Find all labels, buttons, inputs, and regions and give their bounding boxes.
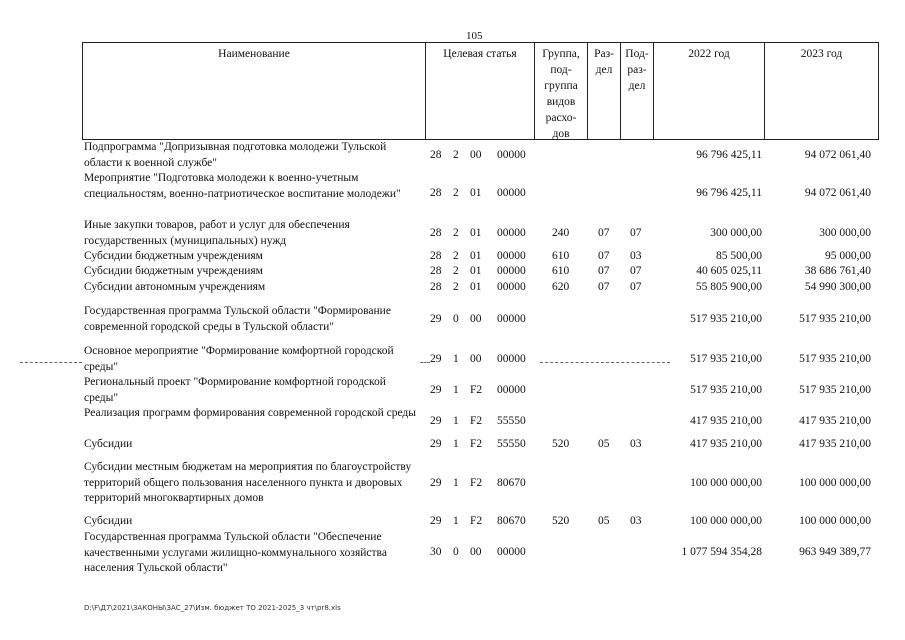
cell-c3: F2 xyxy=(470,477,483,489)
file-path-footer: D:\F\Д7\2021\ЗАКОНЫ\ЗАС_27\Изм. бюджет ТО 2021-2025_3 чт\pr8.xls xyxy=(84,604,341,612)
row-name: Субсидии бюджетным учреждениям xyxy=(84,250,263,262)
cell-c4: 00000 xyxy=(497,313,526,325)
header-name: Наименование xyxy=(82,43,425,139)
row-name: Государственная программа Тульской области "Обеспечение качественными услугами жилищно-коммунального хозяйства населения Тульской области" xyxy=(84,531,387,574)
cell-c4: 80670 xyxy=(497,477,526,489)
cell-podr: 07 xyxy=(630,265,642,277)
cell-c4: 55550 xyxy=(497,438,526,450)
cell-y22: 517 935 210,00 xyxy=(690,313,762,325)
cell-razd: 07 xyxy=(598,281,610,293)
cell-c2: 1 xyxy=(453,515,459,527)
cell-c4: 00000 xyxy=(497,265,526,277)
cell-c1: 28 xyxy=(430,149,442,161)
header-razdel: Раз- дел xyxy=(587,43,620,139)
cell-grp: 610 xyxy=(552,250,570,262)
cell-grp: 240 xyxy=(552,227,570,239)
header-2023: 2023 год xyxy=(764,43,879,139)
cell-c3: F2 xyxy=(470,515,483,527)
cell-grp: 610 xyxy=(552,265,570,277)
cell-c4: 00000 xyxy=(497,384,526,396)
cell-c1: 29 xyxy=(430,515,442,527)
cell-razd: 07 xyxy=(598,265,610,277)
cell-c3: 00 xyxy=(470,546,482,558)
cell-y22: 100 000 000,00 xyxy=(690,515,762,527)
cell-razd: 07 xyxy=(598,250,610,262)
cell-c2: 1 xyxy=(453,477,459,489)
cell-y22: 417 935 210,00 xyxy=(690,415,762,427)
cell-c3: F2 xyxy=(470,438,483,450)
cell-c2: 2 xyxy=(453,227,459,239)
cell-y23: 100 000 000,00 xyxy=(799,477,871,489)
cell-y23: 417 935 210,00 xyxy=(799,415,871,427)
cell-c3: 01 xyxy=(470,227,482,239)
cell-y22: 1 077 594 354,28 xyxy=(681,546,762,558)
row-name: Реализация программ формирования современной городской среды xyxy=(84,407,417,419)
cell-y23: 517 935 210,00 xyxy=(799,313,871,325)
row-name: Иные закупки товаров, работ и услуг для обеспечения государственных (муниципальных) нужд xyxy=(84,219,350,247)
row-name: Субсидии местным бюджетам на мероприятия по благоустройству территорий общего пользования населенного пункта и дворовых территорий многоквартирных домов xyxy=(84,461,412,504)
cell-y23: 963 949 389,77 xyxy=(799,546,871,558)
cell-grp: 520 xyxy=(552,515,570,527)
cell-c2: 2 xyxy=(453,265,459,277)
cell-c1: 29 xyxy=(430,477,442,489)
cell-c4: 00000 xyxy=(497,281,526,293)
cell-y22: 517 935 210,00 xyxy=(690,353,762,365)
cell-c4: 00000 xyxy=(497,546,526,558)
cell-y22: 96 796 425,11 xyxy=(696,149,762,161)
row-name: Подпрограмма "Допризывная подготовка молодежи Тульской области к военной службе" xyxy=(84,141,387,169)
cell-grp: 620 xyxy=(552,281,570,293)
cell-podr: 07 xyxy=(630,281,642,293)
cell-c3: 01 xyxy=(470,250,482,262)
cell-y22: 85 500,00 xyxy=(716,250,762,262)
cell-c4: 80670 xyxy=(497,515,526,527)
cell-c1: 30 xyxy=(430,546,442,558)
cell-c1: 29 xyxy=(430,415,442,427)
scan-dash-mid xyxy=(420,362,430,363)
cell-c4: 00000 xyxy=(497,149,526,161)
cell-c3: 00 xyxy=(470,149,482,161)
scan-dash-left xyxy=(20,362,82,363)
cell-y22: 100 000 000,00 xyxy=(690,477,762,489)
cell-c1: 28 xyxy=(430,281,442,293)
cell-c4: 00000 xyxy=(497,353,526,365)
cell-y23: 517 935 210,00 xyxy=(799,353,871,365)
cell-y23: 300 000,00 xyxy=(819,227,871,239)
cell-c2: 2 xyxy=(453,250,459,262)
cell-c1: 29 xyxy=(430,313,442,325)
row-name: Субсидии xyxy=(84,515,133,527)
cell-c2: 2 xyxy=(453,187,459,199)
cell-c3: F2 xyxy=(470,384,483,396)
cell-c4: 00000 xyxy=(497,187,526,199)
cell-y22: 300 000,00 xyxy=(710,227,762,239)
header-group: Группа, под- группа видов расхо- дов xyxy=(534,43,587,139)
row-name: Региональный проект "Формирование комфортной городской среды" xyxy=(84,376,386,404)
cell-y22: 417 935 210,00 xyxy=(690,438,762,450)
cell-razd: 07 xyxy=(598,227,610,239)
row-name: Основное мероприятие "Формирование комфортной городской среды" xyxy=(84,345,394,373)
cell-y22: 517 935 210,00 xyxy=(690,384,762,396)
cell-c2: 0 xyxy=(453,546,459,558)
cell-y22: 96 796 425,11 xyxy=(696,187,762,199)
cell-y23: 417 935 210,00 xyxy=(799,438,871,450)
cell-y22: 40 605 025,11 xyxy=(696,265,762,277)
row-name: Субсидии xyxy=(84,438,133,450)
cell-c1: 29 xyxy=(430,438,442,450)
row-name: Государственная программа Тульской области "Формирование современной городской среды в Тульской области" xyxy=(84,305,391,333)
row-name: Субсидии бюджетным учреждениям xyxy=(84,265,263,277)
cell-c2: 1 xyxy=(453,384,459,396)
cell-c4: 55550 xyxy=(497,415,526,427)
cell-razd: 05 xyxy=(598,438,610,450)
cell-y23: 517 935 210,00 xyxy=(799,384,871,396)
cell-c1: 28 xyxy=(430,187,442,199)
cell-c1: 29 xyxy=(430,353,442,365)
cell-c1: 28 xyxy=(430,265,442,277)
row-name: Мероприятие "Подготовка молодежи к военно-учетным специальностям, военно-патриотическое воспитание молодежи" xyxy=(84,172,401,200)
cell-razd: 05 xyxy=(598,515,610,527)
cell-c3: 01 xyxy=(470,187,482,199)
cell-c2: 1 xyxy=(453,415,459,427)
cell-grp: 520 xyxy=(552,438,570,450)
cell-c2: 2 xyxy=(453,281,459,293)
cell-y23: 100 000 000,00 xyxy=(799,515,871,527)
cell-c4: 00000 xyxy=(497,227,526,239)
cell-c1: 28 xyxy=(430,250,442,262)
header-target: Целевая статья xyxy=(425,43,534,139)
row-name: Субсидии автономным учреждениям xyxy=(84,281,266,293)
cell-c2: 1 xyxy=(453,438,459,450)
cell-c1: 29 xyxy=(430,384,442,396)
cell-y23: 54 990 300,00 xyxy=(804,281,871,293)
cell-c3: 00 xyxy=(470,353,482,365)
cell-y23: 94 072 061,40 xyxy=(804,149,871,161)
table-header xyxy=(82,42,879,140)
cell-podr: 07 xyxy=(630,227,642,239)
cell-c3: 00 xyxy=(470,313,482,325)
cell-podr: 03 xyxy=(630,438,642,450)
cell-c3: F2 xyxy=(470,415,483,427)
cell-c3: 01 xyxy=(470,265,482,277)
cell-y22: 55 805 900,00 xyxy=(695,281,762,293)
cell-c2: 2 xyxy=(453,149,459,161)
cell-c4: 00000 xyxy=(497,250,526,262)
cell-podr: 03 xyxy=(630,250,642,262)
scan-dash-mid2 xyxy=(540,362,670,363)
cell-c3: 01 xyxy=(470,281,482,293)
cell-y23: 95 000,00 xyxy=(825,250,871,262)
cell-y23: 38 686 761,40 xyxy=(804,265,871,277)
header-2022: 2022 год xyxy=(653,43,764,139)
cell-c1: 28 xyxy=(430,227,442,239)
cell-c2: 1 xyxy=(453,353,459,365)
header-podrazdel: Под- раз- дел xyxy=(620,43,653,139)
cell-y23: 94 072 061,40 xyxy=(804,187,871,199)
page-number: 105 xyxy=(466,30,483,42)
cell-c2: 0 xyxy=(453,313,459,325)
cell-podr: 03 xyxy=(630,515,642,527)
